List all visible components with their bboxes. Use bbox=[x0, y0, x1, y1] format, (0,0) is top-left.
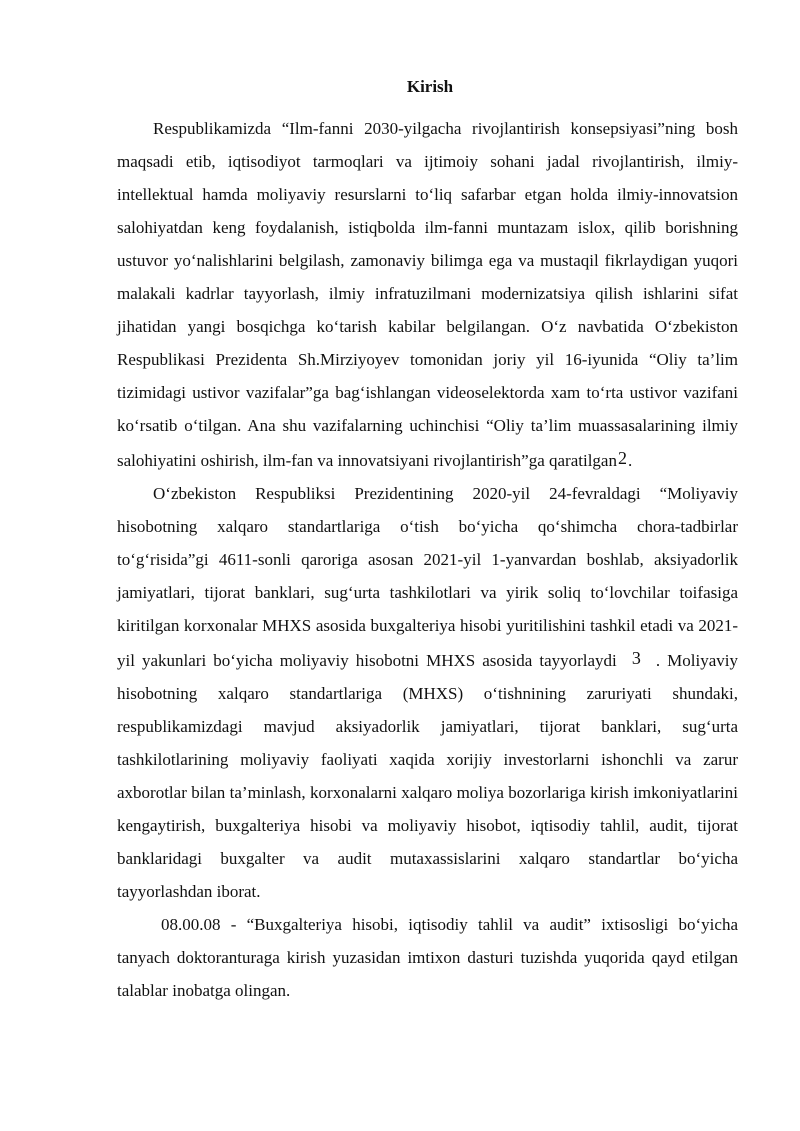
paragraph-text-end: . Moliyaviy hisobotning xalqaro standartlariga (MHXS) o‘tishnining zaruriyati shundaki, respublikamizdagi mavjud aksiyadorlik jamiyatlari, tijorat banklari, sug‘urta tashkilotlarining moliyaviy faoliyati xaqida xorijiy investorlarni ishonchli va zarur axborotlar bilan ta’minlash, korxonalarni xalqaro moliya bozorlariga kirish imkoniyatlarini kengaytirish, buxgalteriya hisobi va moliyaviy hisobot, iqtisodiy tahlil, audit, tijorat banklaridagi buxgalter va audit mutaxassislarini xalqaro standartlar bo‘yicha tayyorlashdan iborat. bbox=[117, 651, 738, 901]
paragraph-program bbox=[117, 908, 738, 1007]
footnote-reference[interactable]: 3 bbox=[631, 648, 641, 668]
paragraph-text: Respublikamizda “Ilm-fanni 2030-yilgacha rivojlantirish konsepsiyasi”ning bosh maqsadi etib, iqtisodiyot tarmoqlari va ijtimoiy sohani jadal rivojlantirish, ilmiy-intellektual hamda moliyaviy resurslarni to‘liq safarbar etgan holda ilmiy-innovatsion salohiyatdan keng foydalanish, istiqbolda ilm-fanni muntazam islox, qilib borishning ustuvor yo‘nalishlarini belgilash, zamonaviy bilimga ega va mustaqil fikrlaydigan yuqori malakali kadrlar tayyorlash, ilmiy infratuzilmani modernizatsiya qilish ishlarini sifat jihatidan yangi bosqichga ko‘tarish kabilar belgilangan. O‘z navbatida O‘zbekiston Respublikasi Prezidenta Sh.Mirziyoyev tomonidan joriy yil 16-iyunida “Oliy ta’lim tizimidagi ustivor vazifalar”ga bag‘ishlangan videoselektorda xam to‘rta ustivor vazifani ko‘rsatib o‘tilgan. Ana shu vazifalarning uchinchisi “Oliy ta’lim muassasalarining ilmiy salohiyatini oshirish, ilm-fan va innovatsiyani rivojlantirish”ga qaratilgan bbox=[117, 119, 738, 470]
document-body bbox=[117, 112, 738, 1007]
footnote-reference[interactable]: 2 bbox=[617, 448, 627, 468]
paragraph-text: O‘zbekiston Respubliksi Prezidentining 2020-yil 24-fevraldagi “Moliyaviy hisobotning xalqaro standartlariga o‘tish bo‘yicha qo‘shimcha chora-tadbirlar to‘g‘risida”gi 4611-sonli qaroriga asosan 2021-yil 1-yanvardan boshlab, aksiyadorlik jamiyatlari, tijorat banklari, sug‘urta tashkilotlari va yirik soliq to‘lovchilar toifasiga kiritilgan korxonalar MHXS asosida buxgalteriya hisobi yuritilishini tashkil etadi va 2021-yil yakunlari bo‘yicha moliyaviy hisobotni MHXS asosida tayyorlaydi bbox=[117, 484, 738, 670]
paragraph-intro bbox=[117, 112, 738, 477]
paragraph-text: 08.00.08 - “Buxgalteriya hisobi, iqtisodiy tahlil va audit” ixtisosligi bo‘yicha tanyach doktoranturaga kirish yuzasidan imtixon dasturi tuzishda yuqorida qayd etilgan talablar inobatga olingan. bbox=[117, 915, 738, 1000]
paragraph-text-end: . bbox=[627, 451, 633, 470]
paragraph-decree bbox=[117, 477, 738, 908]
page-title: Kirish bbox=[406, 77, 454, 96]
